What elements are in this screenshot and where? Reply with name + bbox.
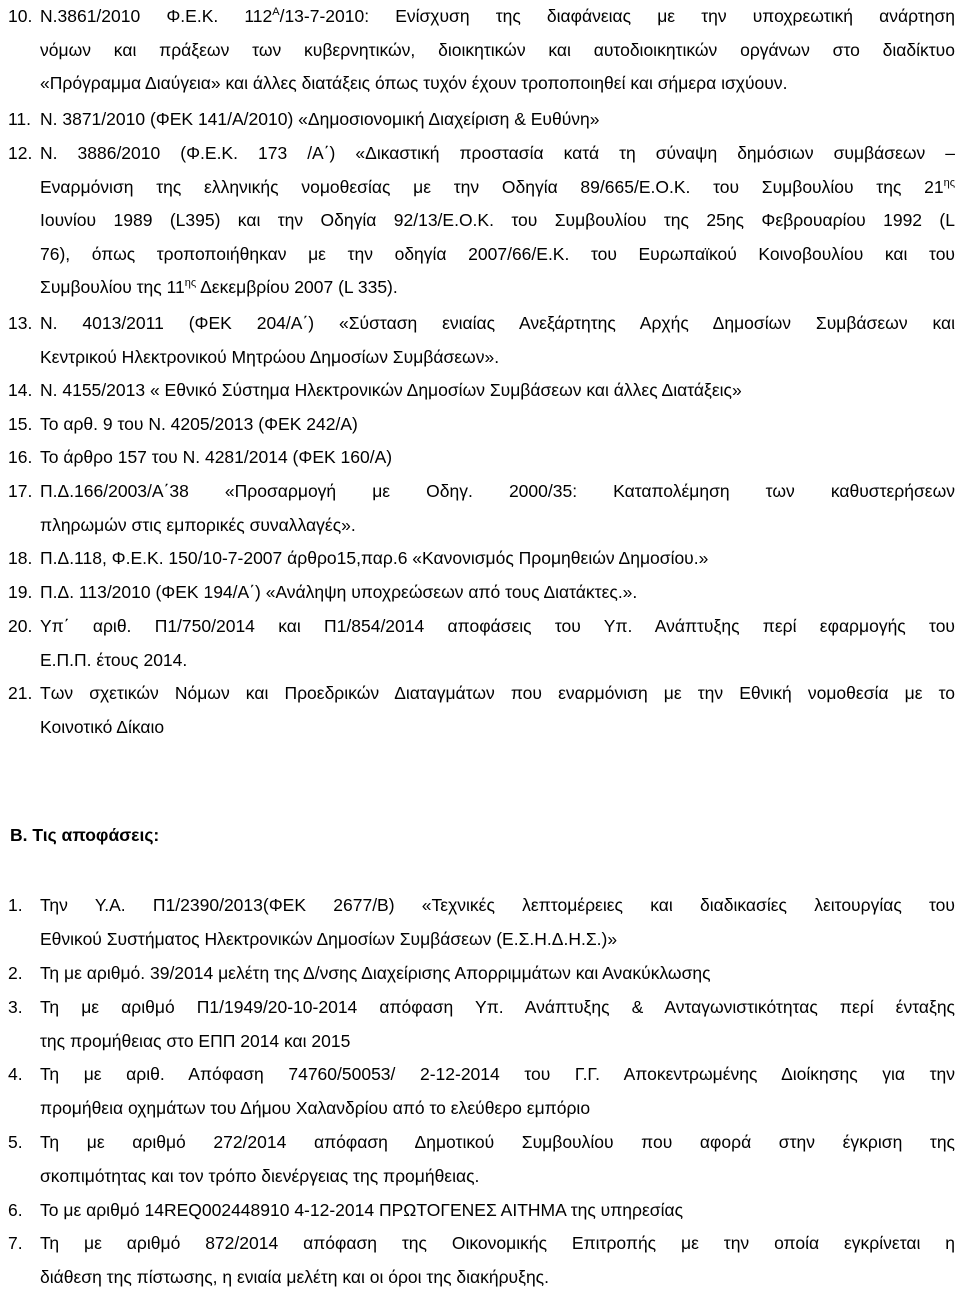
legislation-item-text-line: Το άρθρο 157 του Ν. 4281/2014 (ΦΕΚ 160/Α) bbox=[40, 447, 393, 467]
decision-item-text-line: προμήθεια οχημάτων του Δήμου Χαλανδρίου από το ελεύθερο εμπόριο bbox=[40, 1097, 591, 1118]
legislation-item-text-line: Το αρθ. 9 του Ν. 4205/2013 (ΦΕΚ 242/Α) bbox=[40, 414, 358, 434]
legislation-item-text-line: Ιουνίου 1989 (L395) και την Οδηγία 92/13/Ε.Ο.Κ. του Συμβουλίου της 25ης Φεβρουαρίου 1992 (L bbox=[40, 210, 955, 230]
legislation-item-number: 15. bbox=[8, 414, 33, 434]
legislation-item-text-line: «Πρόγραμμα Διαύγεια» και άλλες διατάξεις όπως τυχόν έχουν τροποποιηθεί και σήμερα ισχύουν. bbox=[40, 73, 788, 93]
decision-item-text-line: Τη με αριθμό Π1/1949/20-10-2014 απόφαση Υπ. Ανάπτυξης & Ανταγωνιστικότητας περί ένταξης bbox=[40, 997, 955, 1017]
legislation-item-text-line: Π.Δ.166/2003/Α΄38 «Προσαρμογή με Οδηγ. 2000/35: Καταπολέμηση των καθυστερήσεων bbox=[40, 481, 955, 501]
decision-item-text-line: σκοπιμότητας και τον τρόπο διενέργειας της προμήθειας. bbox=[40, 1165, 480, 1186]
decision-item-number: 7. bbox=[8, 1233, 23, 1253]
legislation-item-number: 20. bbox=[8, 616, 33, 636]
legislation-item-text-line: Εναρμόνιση της ελληνικής νομοθεσίας με την Οδηγία 89/665/Ε.Ο.Κ. του Συμβουλίου της $21^{\eta\varsigma}$ bbox=[40, 176, 955, 197]
legislation-item-text-line: Υπ΄ αριθ. Π1/750/2014 και Π1/854/2014 αποφάσεις του Υπ. Ανάπτυξης περί εφαρμογής του bbox=[40, 616, 955, 636]
decision-item-number: 1. bbox=[8, 895, 23, 915]
legislation-item-number: 12. bbox=[8, 143, 33, 163]
decision-item-number: 2. bbox=[8, 963, 23, 983]
decision-item-number: 4. bbox=[8, 1064, 23, 1084]
legislation-item-text-line: Π.Δ. 113/2010 (ΦΕΚ 194/Α΄) «Ανάληψη υποχρεώσεων από τους Διατάκτες.». bbox=[40, 582, 638, 602]
legislation-item-text-line: Ν. 3871/2010 (ΦΕΚ 141/Α/2010) «Δημοσιονομική Διαχείριση & Ευθύνη» bbox=[40, 109, 600, 129]
legislation-item-text-line: πληρωμών στις εμπορικές συναλλαγές». bbox=[40, 514, 356, 535]
legislation-item-number: 13. bbox=[8, 313, 33, 333]
legislation-item-number: 18. bbox=[8, 548, 33, 568]
legislation-item-text-line: Συμβουλίου της $11^{\eta\varsigma}$ Δεκεμβρίου 2007 (L 335). bbox=[40, 277, 398, 297]
legislation-item-number: 10. bbox=[8, 6, 33, 26]
decisions-heading: Β. Τις αποφάσεις: bbox=[10, 825, 160, 845]
legislation-item-text-line: Ν.3861/2010 Φ.Ε.Κ. $112^A/13-7-2010$: Ενίσχυση της διαφάνειας με την υποχρεωτική ανάρτηση bbox=[40, 6, 955, 26]
decision-item-text-line: διάθεση της πίστωσης, η ενιαία μελέτη και οι όροι της διακήρυξης. bbox=[40, 1266, 549, 1287]
legislation-item-number: 17. bbox=[8, 481, 33, 501]
decision-item-text-line: Τη με αριθμό 272/2014 απόφαση Δημοτικού Συμβουλίου που αφορά στην έγκριση της bbox=[40, 1132, 955, 1152]
legislation-item-text-line: Π.Δ.118, Φ.Ε.Κ. 150/10-7-2007 άρθρο15,παρ.6 «Κανονισμός Προμηθειών Δημοσίου.» bbox=[40, 548, 709, 568]
decision-item-number: 5. bbox=[8, 1132, 23, 1152]
legislation-item-text-line: Κεντρικού Ηλεκτρονικού Μητρώου Δημοσίων Συμβάσεων». bbox=[40, 346, 500, 367]
decision-item-text-line: Το με αριθμό 14REQ002448910 4-12-2014 ΠΡΩΤΟΓΕΝΕΣ ΑΙΤΗΜΑ της υπηρεσίας bbox=[40, 1200, 684, 1220]
legislation-item-text-line: 76), όπως τροποποιήθηκαν με την οδηγία 2007/66/Ε.Κ. του Ευρωπαϊκού Κοινοβουλίου και του bbox=[40, 243, 955, 264]
decision-item-text-line: Την Υ.Α. Π1/2390/2013(ΦΕΚ 2677/Β) «Τεχνικές λεπτομέρειες και διαδικασίες λειτουργίας του bbox=[40, 895, 955, 915]
decision-item-text-line: Τη με αριθ. Απόφαση 74760/50053/ 2-12-2014 του Γ.Γ. Αποκεντρωμένης Διοίκησης για την bbox=[40, 1064, 955, 1084]
legislation-item-text-line: Ν. 4013/2011 (ΦΕΚ 204/Α΄) «Σύσταση ενιαίας Ανεξάρτητης Αρχής Δημοσίων Συμβάσεων και bbox=[40, 313, 955, 333]
legislation-item-text-line: Ν. 4155/2013 « Εθνικό Σύστημα Ηλεκτρονικών Δημοσίων Συμβάσεων και άλλες Διατάξεις» bbox=[40, 380, 742, 400]
decision-item-number: 6. bbox=[8, 1200, 23, 1220]
legislation-item-number: 21. bbox=[8, 683, 33, 703]
decision-item-text-line: Τη με αριθμό 872/2014 απόφαση της Οικονομικής Επιτροπής με την οποία εγκρίνεται η bbox=[40, 1233, 955, 1253]
decision-item-text-line: της προμήθειας στο ΕΠΠ 2014 και 2015 bbox=[40, 1030, 351, 1051]
legislation-item-number: 14. bbox=[8, 380, 33, 400]
legislation-item-text-line: νόμων και πράξεων των κυβερνητικών, διοικητικών και αυτοδιοικητικών οργάνων στο διαδίκτυο bbox=[40, 39, 955, 60]
legislation-item-number: 16. bbox=[8, 447, 33, 467]
legislation-item-number: 19. bbox=[8, 582, 33, 602]
legislation-item-text-line: Ν. 3886/2010 (Φ.Ε.Κ. 173 /Α΄) «Δικαστική προστασία κατά τη σύναψη δημόσιων συμβάσεων – bbox=[40, 143, 955, 163]
decision-item-number: 3. bbox=[8, 997, 23, 1017]
decision-item-text-line: Εθνικού Συστήματος Ηλεκτρονικών Δημοσίων Συμβάσεων (Ε.Σ.Η.Δ.Η.Σ.)» bbox=[40, 928, 618, 949]
legislation-item-number: 11. bbox=[8, 109, 32, 129]
legislation-item-text-line: Κοινοτικό Δίκαιο bbox=[40, 716, 165, 737]
decision-item-text-line: Τη με αριθμό. 39/2014 μελέτη της Δ/νσης Διαχείρισης Απορριμμάτων και Ανακύκλωσης bbox=[40, 963, 711, 983]
legislation-item-text-line: Ε.Π.Π. έτους 2014. bbox=[40, 649, 188, 670]
legislation-item-text-line: Των σχετικών Νόμων και Προεδρικών Διαταγμάτων που εναρμόνιση με την Εθνική νομοθεσία με το bbox=[40, 683, 955, 703]
